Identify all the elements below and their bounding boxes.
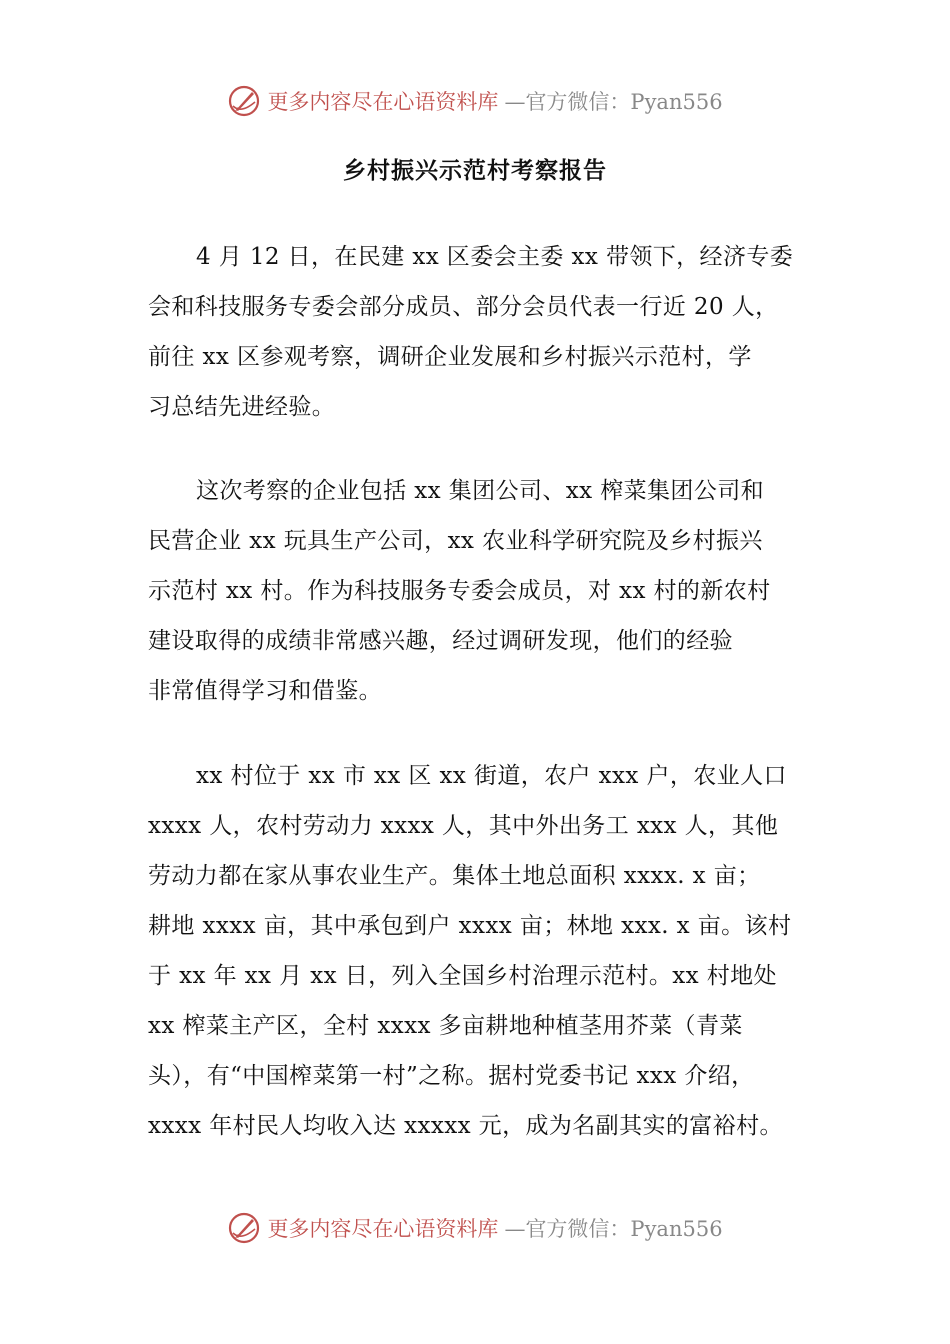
quill-pen-logo-icon xyxy=(227,1211,261,1245)
footer-watermark-banner xyxy=(0,1211,950,1245)
paragraph-2-line-4: 建设取得的成绩非常感兴趣，经过调研发现，他们的经验 xyxy=(148,628,733,654)
paragraph-3-line-6: xx 榨菜主产区，全村 xxxx 多亩耕地种植茎用芥菜（青菜 xyxy=(148,1013,743,1039)
paragraph-3-line-7: 头），有“中国榨菜第一村”之称。据村党委书记 xxx 介绍， xyxy=(148,1063,755,1089)
watermark-main-text: 更多内容尽在心语资料库 xyxy=(267,1217,499,1241)
paragraph-3-line-3: 劳动力都在家从事农业生产。集体土地总面积 xxxx. x 亩； xyxy=(148,863,761,889)
paragraph-1-line-1: 4 月 12 日，在民建 xx 区委会主委 xx 带领下，经济专委 xyxy=(196,244,794,270)
paragraph-3-line-8: xxxx 年村民人均收入达 xxxxx 元，成为名副其实的富裕村。 xyxy=(148,1113,783,1139)
paragraph-3-line-5: 于 xx 年 xx 月 xx 日，列入全国乡村治理示范村。xx 村地处 xyxy=(148,963,777,989)
paragraph-2-line-5: 非常值得学习和借鉴。 xyxy=(148,678,382,704)
paragraph-2-line-1: 这次考察的企业包括 xx 集团公司、xx 榨菜集团公司和 xyxy=(196,478,765,504)
paragraph-2-line-2: 民营企业 xx 玩具生产公司，xx 农业科学研究院及乡村振兴 xyxy=(148,528,763,554)
document-title: 乡村振兴示范村考察报告 xyxy=(343,157,607,184)
paragraph-2-line-3: 示范村 xx 村。作为科技服务专委会成员，对 xx 村的新农村 xyxy=(148,578,771,604)
paragraph-1-line-2: 会和科技服务专委会部分成员、部分会员代表一行近 20 人， xyxy=(148,294,779,320)
watermark-wechat-text: —官方微信：Pyan556 xyxy=(504,1217,723,1241)
watermark-main-text: 更多内容尽在心语资料库 xyxy=(267,90,499,114)
quill-pen-logo-icon xyxy=(227,84,261,118)
header-watermark-banner xyxy=(0,84,950,118)
paragraph-3-line-2: xxxx 人，农村劳动力 xxxx 人，其中外出务工 xxx 人，其他 xyxy=(148,813,779,839)
paragraph-1-line-3: 前往 xx 区参观考察，调研企业发展和乡村振兴示范村，学 xyxy=(148,344,752,370)
paragraph-1-line-4: 习总结先进经验。 xyxy=(148,394,336,420)
paragraph-3-line-1: xx 村位于 xx 市 xx 区 xx 街道，农户 xxx 户，农业人口 xyxy=(196,763,787,789)
paragraph-3-line-4: 耕地 xxxx 亩，其中承包到户 xxxx 亩；林地 xxx. x 亩。该村 xyxy=(148,913,792,939)
watermark-wechat-text: —官方微信：Pyan556 xyxy=(504,90,723,114)
